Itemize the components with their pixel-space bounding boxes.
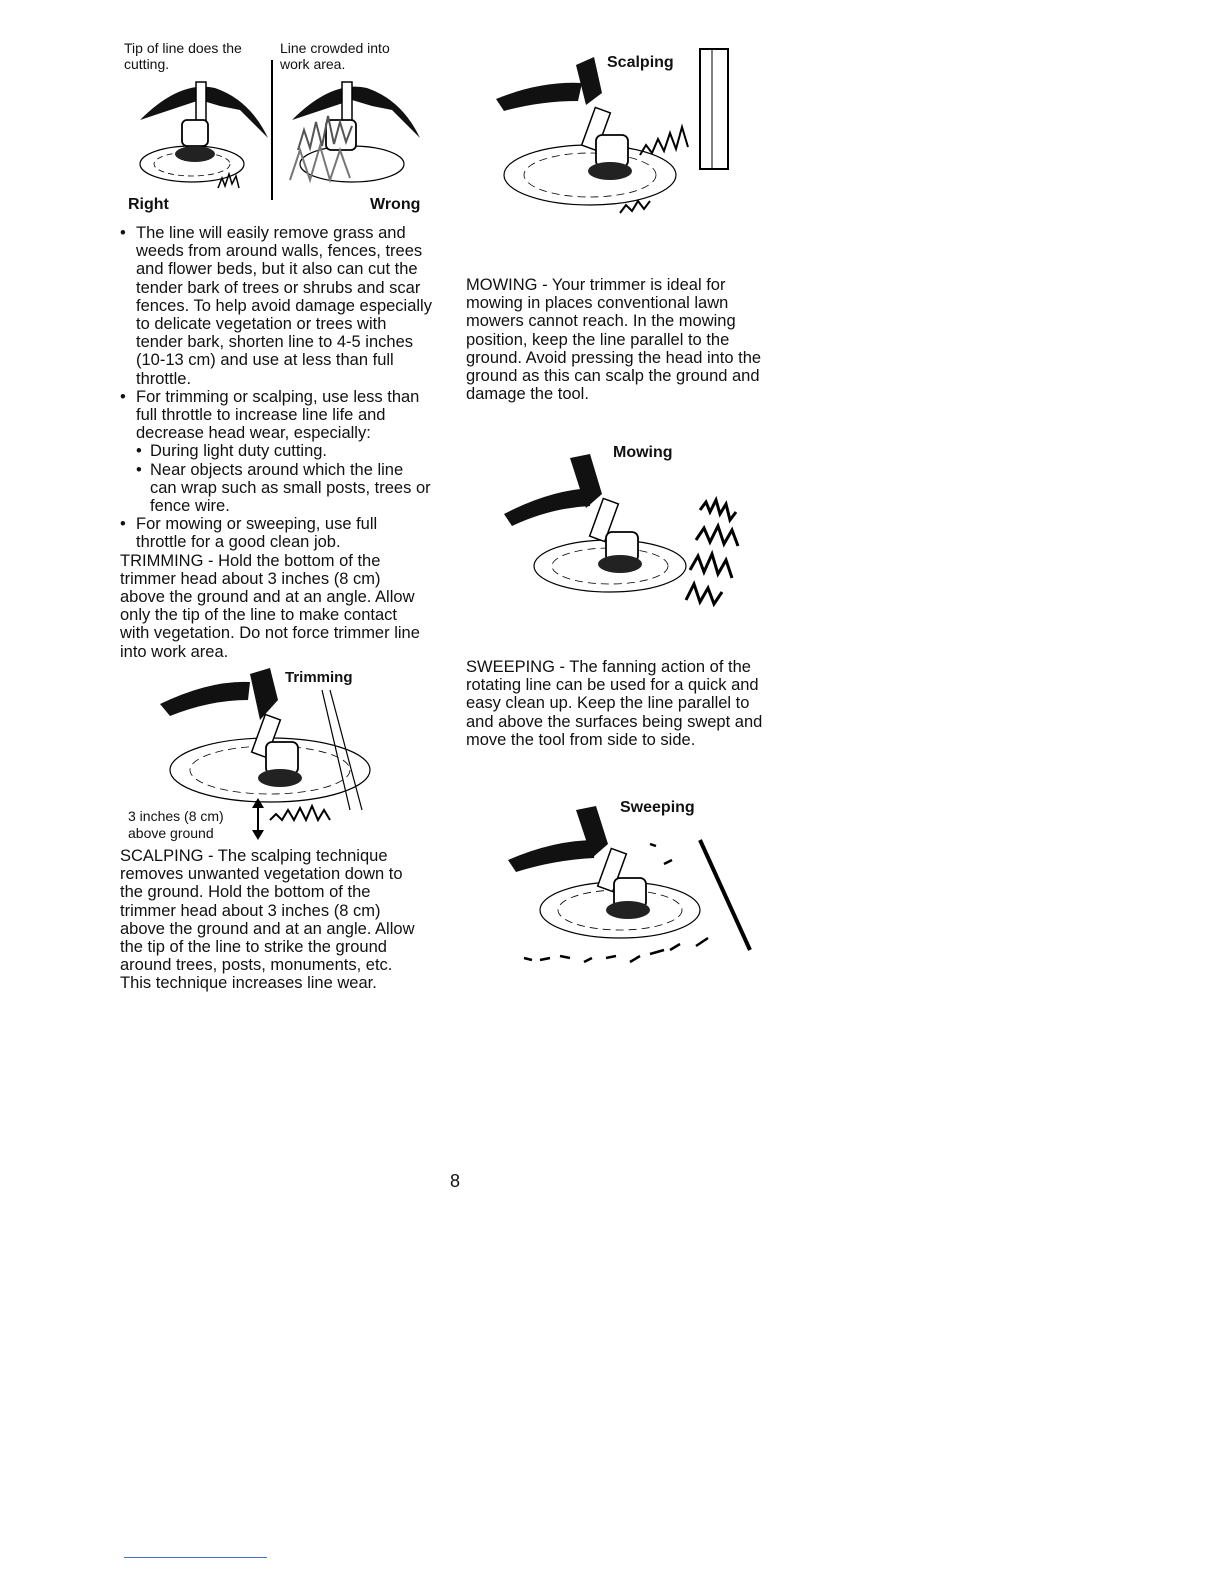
bullet-item: • The line will easily remove grass and weeds from around walls, fences, trees and flower beds, but it also can cut the tender bark of trees or shrubs and scar fences. To help avoid damage especially to delicate vegetation or trees with tender bark, shorten line to 4-5 inches (10-13 cm) and use at less than full throttle. [120,224,432,388]
scalping-illustration [490,45,760,225]
right-trimmer-drawing [140,82,268,188]
bullet-text: For trimming or scalping, use less than full throttle to increase line life and decrease head wear, especially: [136,387,420,443]
left-column-text [120,224,432,661]
sub-bullets [136,442,432,515]
usage-bullets [120,224,432,552]
label-right: Right [128,196,169,213]
mowing-caption: Mowing [613,444,673,461]
wrong-note: Line crowded into work area. [280,40,390,72]
wrong-trimmer-drawing [290,82,420,182]
trimming-caption: Trimming [285,669,353,686]
mowing-illustration [500,450,760,630]
label-wrong: Wrong [370,196,421,213]
bullet-item: • For mowing or sweeping, use full throttle for a good clean job. [120,515,432,551]
sub-bullet-item: • Near objects around which the line can wrap such as small posts, trees or fence wire. [136,461,432,516]
bullet-item [120,388,432,515]
sub-bullet-item: • During light duty cutting. [136,442,432,460]
trimming-paragraph: TRIMMING - Hold the bottom of the trimmer head about 3 inches (8 cm) above the ground and at an angle. Allow only the tip of the line to make contact with vegetation. Do not force trimmer line into work area. [120,551,420,661]
trimming-measure-2: above ground [128,825,214,841]
sweeping-illustration [500,800,760,980]
page-number: 8 [450,1171,461,1191]
right-note: Tip of line does the cutting. [124,40,242,72]
trimming-measure-1: 3 inches (8 cm) [128,808,224,824]
scalping-paragraph: SCALPING - The scalping technique removes unwanted vegetation down to the ground. Hold the bottom of the trimmer head about 3 inches (8 cm) above the ground and at an angle. Allow the tip of the line to strike the ground around trees, posts, monuments, etc. This technique increases line wear. [120,847,415,993]
footer-rule [124,1557,267,1558]
scalping-caption: Scalping [607,54,674,71]
mowing-paragraph: MOWING - Your trimmer is ideal for mowing in places conventional lawn mowers cannot reach. In the mowing position, keep the line parallel to the ground. Avoid pressing the head into the ground as this can scalp the ground and damage the tool. [466,276,762,404]
sweeping-paragraph: SWEEPING - The fanning action of the rotating line can be used for a quick and easy clean up. Keep the line parallel to and above the surfaces being swept and move the tool from side to side. [466,658,763,749]
right-wrong-illustration [120,60,430,200]
sweeping-caption: Sweeping [620,799,695,816]
